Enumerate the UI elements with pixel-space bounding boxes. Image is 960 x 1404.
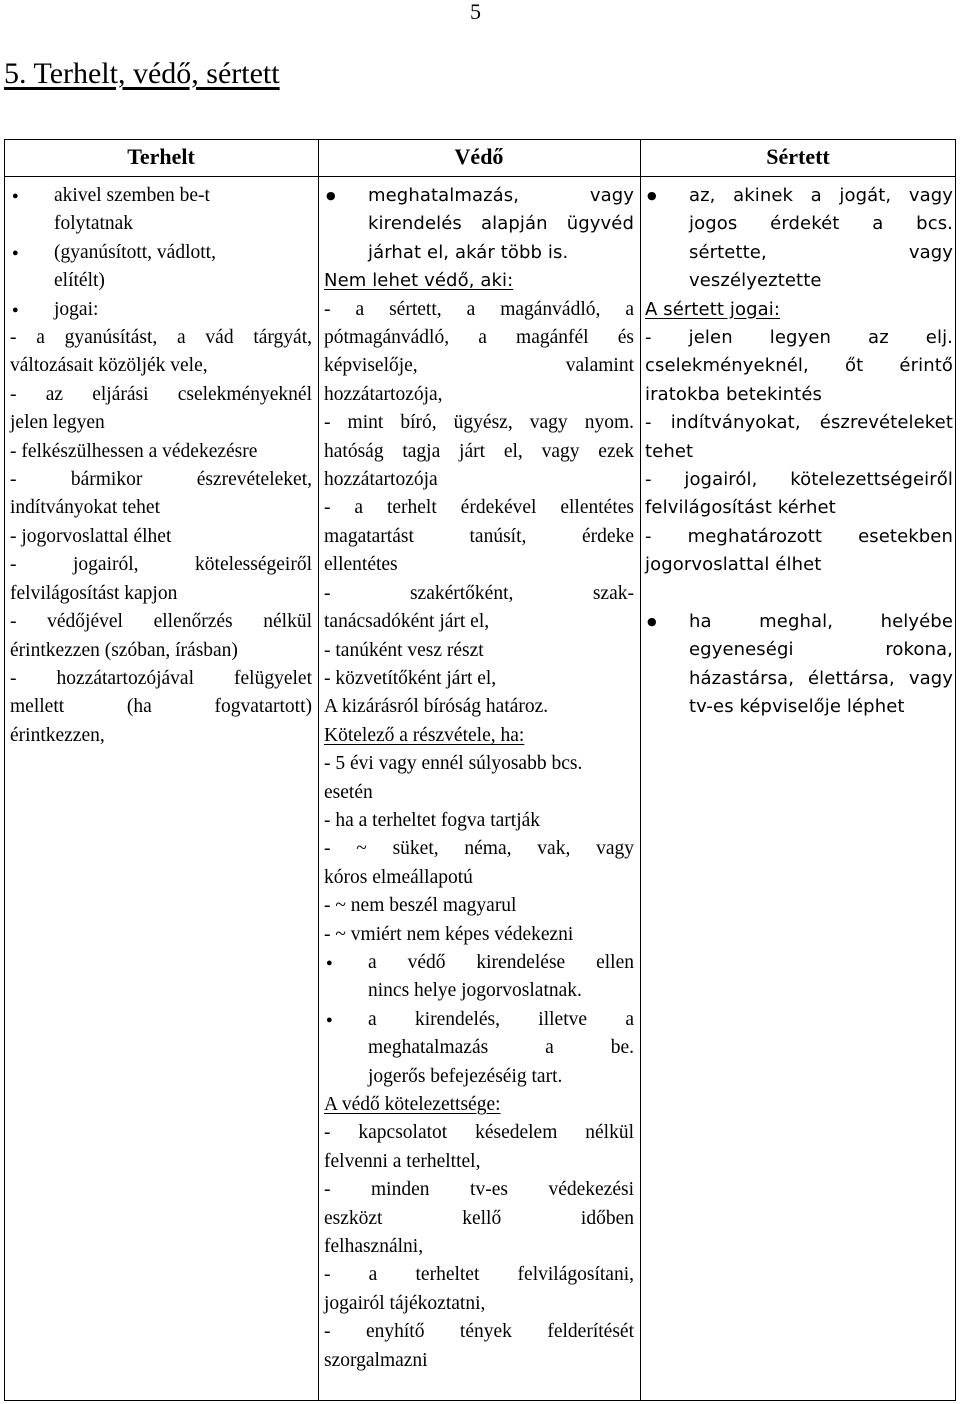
text-line: - védőjével ellenőrzés nélkül: [10, 611, 312, 633]
text-line: jogorvoslattal élhet: [645, 554, 822, 576]
text-line: pótmagánvádló, a magánfél és: [324, 327, 634, 349]
text-line: - mint bíró, ügyész, vagy nyom.: [324, 412, 634, 434]
bullet-item: ● a kirendelés, illetve a: [324, 1006, 634, 1034]
vedo-column: [324, 182, 634, 1375]
text-line: - a gyanúsítást, a vád tárgyát,: [10, 327, 312, 349]
text-line: hozzátartozója: [324, 469, 438, 491]
text-line: jelen legyen: [10, 412, 105, 434]
text-line: kirendelés alapján ügyvéd: [368, 213, 634, 235]
terhelt-column: [10, 182, 312, 750]
text-line: felvenni a terhelttel,: [324, 1150, 481, 1172]
bullet-item: ● jogai:: [10, 296, 312, 324]
text-line: hatóság tagja járt el, vagy ezek: [324, 440, 634, 462]
subheading-mandatory: Kötelező a részvétele, ha:: [324, 724, 525, 746]
text-line: - 5 évi vagy ennél súlyosabb bcs.: [324, 753, 583, 775]
column-divider: [318, 139, 319, 1401]
text-line: - minden tv-es védekezési: [324, 1179, 634, 1201]
text-line: - jogairól, kötelezettségeiről: [645, 469, 953, 491]
text-line: jogos érdekét a bcs.: [689, 213, 953, 235]
text-line: eszközt kellő időben: [324, 1207, 634, 1229]
text-line: mellett (ha fogvatartott): [10, 696, 312, 718]
text-line: jogerős befejezéséig tart.: [368, 1065, 563, 1087]
header-divider: [4, 176, 956, 177]
bullet-item: ● (gyanúsított, vádlott,: [10, 239, 312, 267]
text-line: ellentétes: [324, 554, 398, 576]
text-line: - szakértőként, szak-: [324, 582, 634, 604]
column-divider: [640, 139, 641, 1401]
bullet-item: ● akivel szemben be-t: [10, 182, 312, 210]
text-line: járhat el, akár több is.: [368, 241, 569, 263]
text-line: jogairól tájékoztatni,: [324, 1292, 486, 1314]
text-line: - a terhelt érdekével ellentétes: [324, 497, 634, 519]
text-line: elítélt): [54, 270, 105, 292]
text-line: - közvetítőként járt el,: [324, 667, 497, 689]
text-line: - jogorvoslattal élhet: [10, 525, 172, 547]
column-header-vedo: Védő: [454, 144, 504, 169]
text-line: - indítványokat, észrevételeket: [645, 412, 953, 434]
bullet-item: ● a védő kirendelése ellen: [324, 949, 634, 977]
text-line: cselekményeknél, őt érintő: [645, 355, 953, 377]
text-line: nincs helye jogorvoslatnak.: [368, 980, 582, 1002]
text-line: tehet: [645, 440, 694, 462]
text-line: - jelen legyen az elj.: [645, 327, 953, 349]
text-line: sértette, vagy: [689, 241, 953, 263]
text-line: változásait közöljék vele,: [10, 355, 208, 377]
text-line: - meghatározott esetekben: [645, 525, 953, 547]
text-line: felhasználni,: [324, 1236, 424, 1258]
text-line: - tanúként vesz részt: [324, 639, 484, 661]
text-line: egyeneségi rokona,: [689, 639, 953, 661]
column-header-sertett: Sértett: [766, 144, 830, 169]
text-line: - ~ nem beszél magyarul: [324, 895, 517, 917]
section-heading: 5. Terhelt, védő, sértett: [4, 57, 280, 90]
text-line: érintkezzen,: [10, 724, 105, 746]
text-line: tv-es képviselője léphet: [689, 696, 905, 718]
text-line: - kapcsolatot késedelem nélkül: [324, 1122, 634, 1144]
text-line: - ~ süket, néma, vak, vagy: [324, 838, 634, 860]
text-line: indítványokat tehet: [10, 497, 161, 519]
text-line: - a terheltet felvilágosítani,: [324, 1264, 634, 1286]
text-line: - jogairól, kötelességeiről: [10, 554, 312, 576]
subheading-not-defender: Nem lehet védő, aki:: [324, 270, 514, 292]
text-line: - bármikor észrevételeket,: [10, 469, 312, 491]
bullet-item: ● meghatalmazás, vagy: [324, 182, 634, 210]
page-number: 5: [470, 0, 481, 24]
text-line: veszélyeztette: [689, 270, 822, 292]
text-line: - ~ vmiért nem képes védekezni: [324, 923, 574, 945]
text-line: esetén: [324, 781, 373, 803]
text-line: felvilágosítást kapjon: [10, 582, 178, 604]
text-line: magatartást tanúsít, érdeke: [324, 525, 634, 547]
text-line: kóros elmeállapotú: [324, 866, 473, 888]
text-line: képviselője, valamint: [324, 355, 634, 377]
text-line: folytatnak: [54, 213, 134, 235]
text-line: - ha a terheltet fogva tartják: [324, 809, 541, 831]
bullet-item: ● ha meghal, helyébe: [645, 608, 953, 636]
column-header-terhelt: Terhelt: [127, 144, 195, 169]
text-line: házastársa, élettársa, vagy: [689, 667, 953, 689]
text-line: hozzátartozója,: [324, 383, 443, 405]
text-line: érintkezzen (szóban, írásban): [10, 639, 238, 661]
bullet-item: ● az, akinek a jogát, vagy: [645, 182, 953, 210]
text-line: - felkészülhessen a védekezésre: [10, 440, 258, 462]
subheading-victim-rights: A sértett jogai:: [645, 298, 780, 320]
spacer: [645, 580, 953, 608]
text-line: felvilágosítást kérhet: [645, 497, 836, 519]
text-line: meghatalmazás a be.: [368, 1037, 634, 1059]
text-line: - hozzátartozójával felügyelet: [10, 667, 312, 689]
text-line: iratokba betekintés: [645, 383, 822, 405]
text-line: szorgalmazni: [324, 1349, 428, 1371]
text-line: tanácsadóként járt el,: [324, 611, 490, 633]
text-line: A kizárásról bíróság határoz.: [324, 696, 549, 718]
subheading-obligations: A védő kötelezettsége:: [324, 1094, 501, 1115]
text-line: - az eljárási cselekményeknél: [10, 383, 312, 405]
sertett-column: [645, 182, 953, 722]
text-line: - a sértett, a magánvádló, a: [324, 298, 634, 320]
text-line: - enyhítő tények felderítését: [324, 1321, 634, 1343]
